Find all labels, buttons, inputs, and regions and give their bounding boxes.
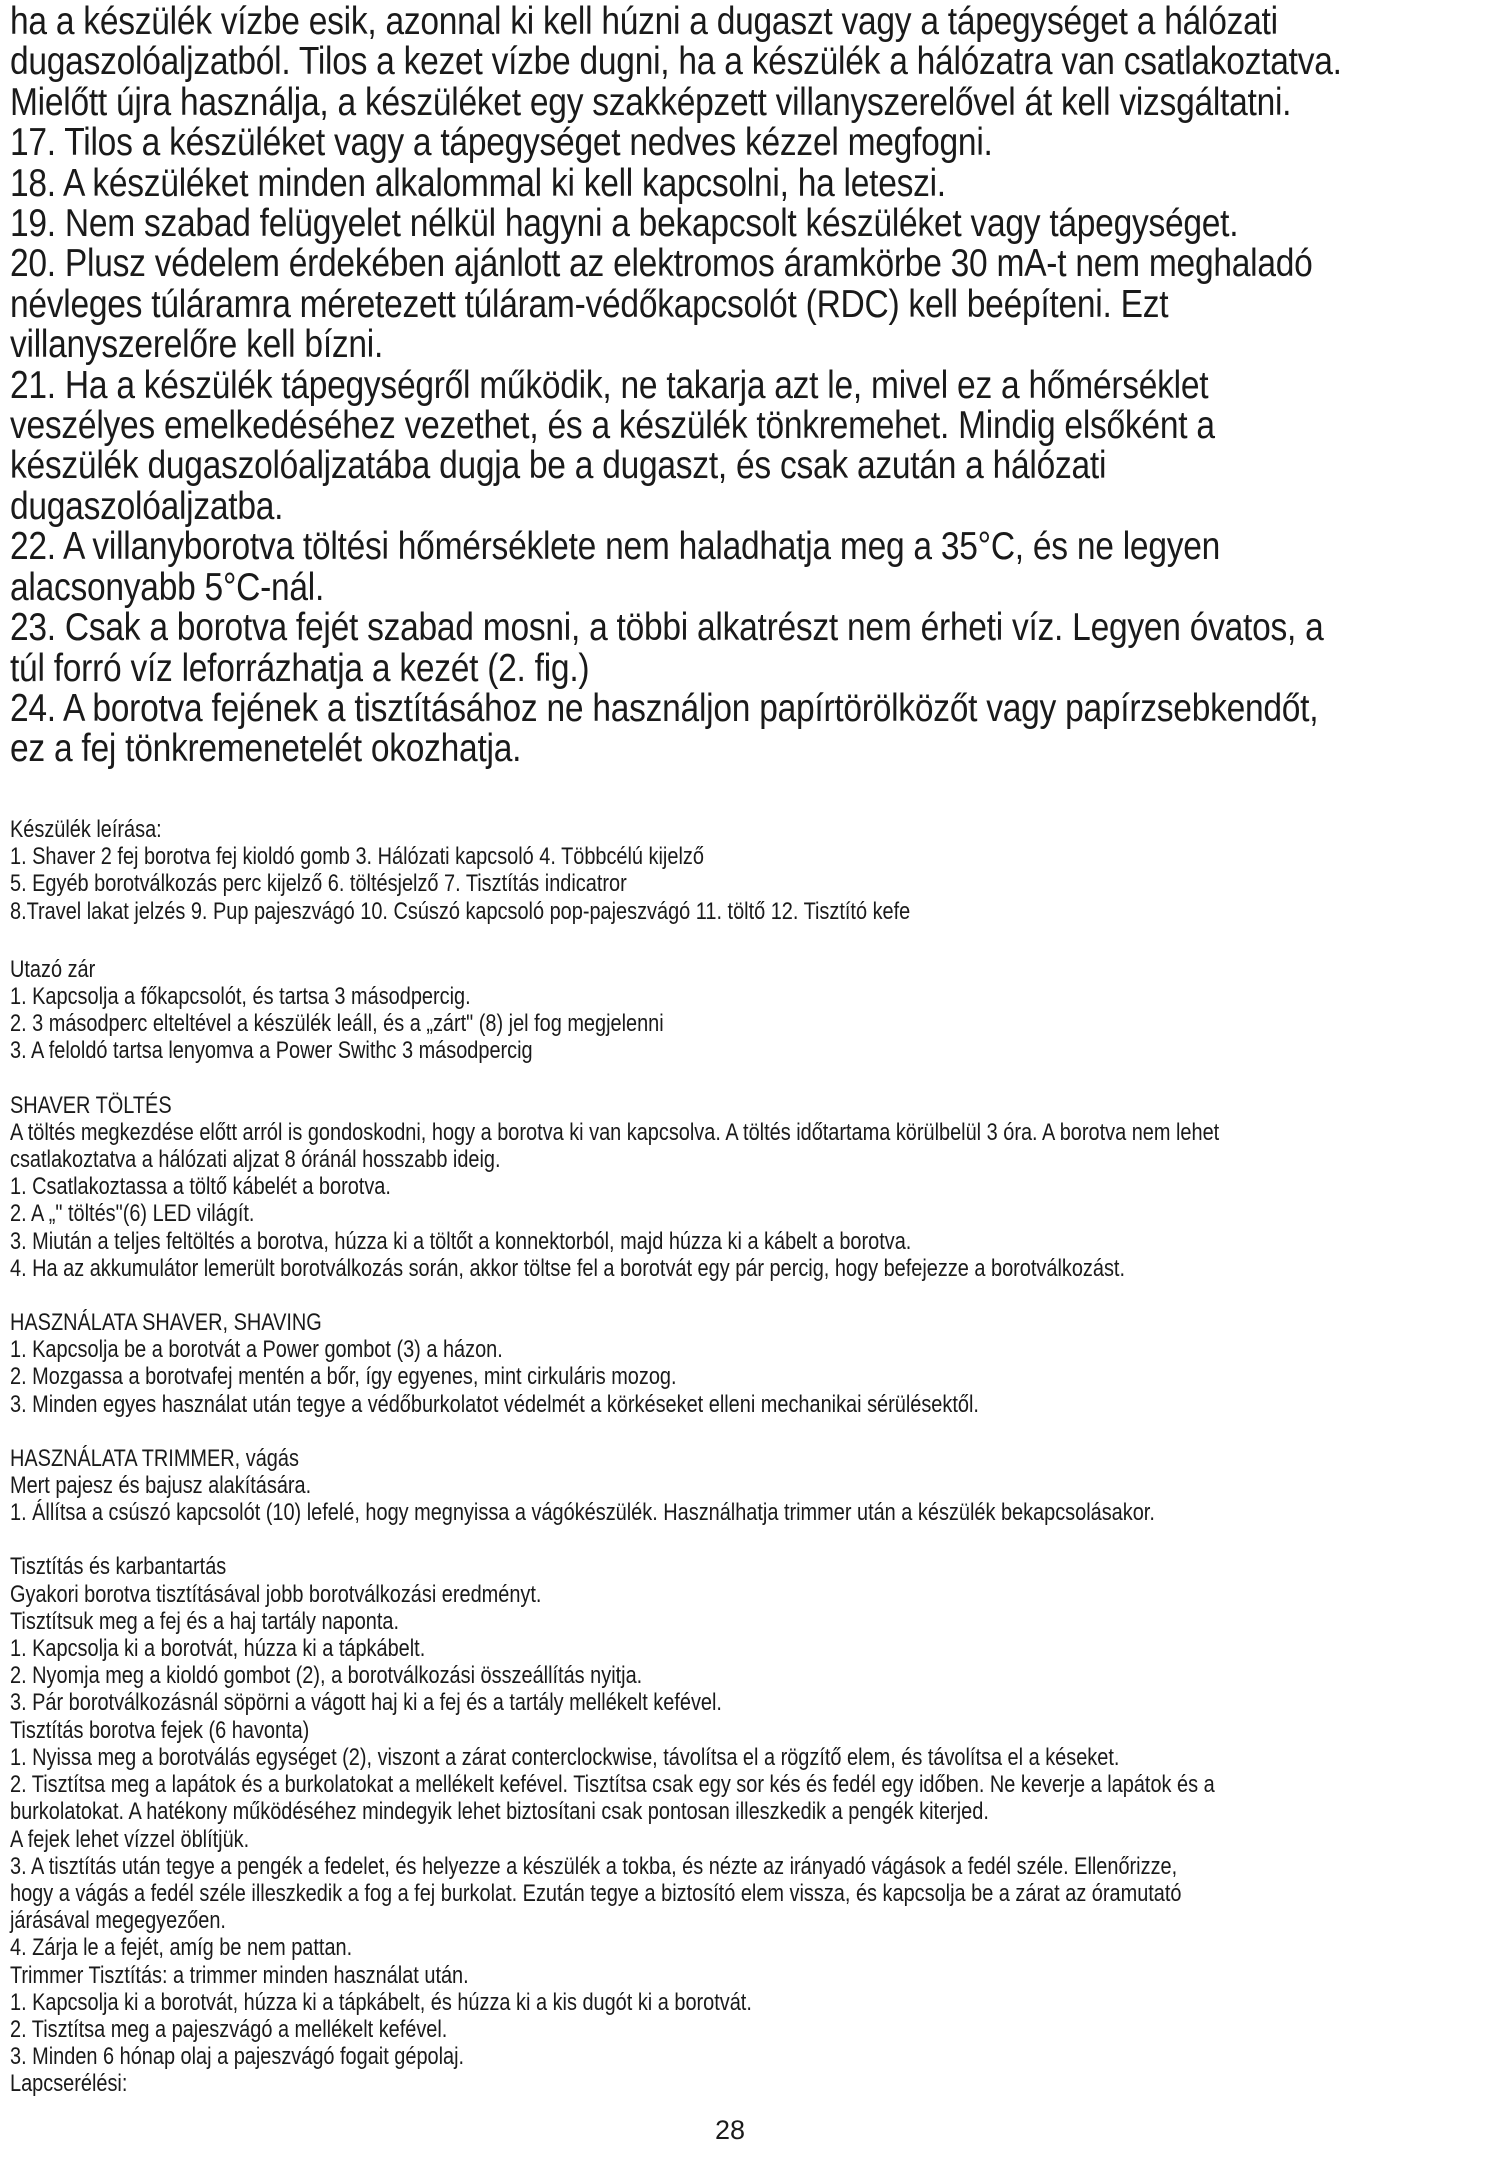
text-line: Lapcserélési: [10,2070,128,2098]
text-line: 2. Tisztítsa meg a pajeszvágó a mellékelt kefével. [10,2015,448,2043]
safety-line: villanyszerelőre kell bízni. [10,323,384,367]
safety-line: 20. Plusz védelem érdekében ajánlott az elektromos áramkörbe 30 mA-t nem meghaladó [10,242,1313,286]
text-line: 2. A „" töltés"(6) LED világít. [10,1200,255,1228]
text-line: 1. Kapcsolja ki a borotvát, húzza ki a tápkábelt. [10,1635,426,1663]
safety-line: 22. A villanyborotva töltési hőmérséklete nem haladhatja meg a 35°C, és ne legyen [10,525,1221,569]
safety-line: 17. Tilos a készüléket vagy a tápegységet nedves kézzel megfogni. [10,121,993,165]
charging-section [10,1092,1480,1282]
text-line: 1. Nyissa meg a borotválás egységet (2), viszont a zárat conterclockwise, távolítsa el a rögzítő elem, és távolítsa el a késeket. [10,1743,1120,1771]
safety-instructions [10,2,1480,770]
shaving-section [10,1309,1480,1418]
text-line: 3. Miután a teljes feltöltés a borotva, húzza ki a töltőt a konnektorból, majd húzza ki a kábelt a borotva. [10,1227,912,1255]
cleaning-section [10,1553,1480,2097]
text-line: A fejek lehet vízzel öblítjük. [10,1825,250,1853]
text-line: 2. Tisztítsa meg a lapátok és a burkolatokat a mellékelt kefével. Tisztítsa csak egy sor kés és fedél egy időben. Ne keverje a lapátok és a [10,1771,1215,1799]
text-line: Trimmer Tisztítás: a trimmer minden használat után. [10,1961,469,1989]
safety-line: túl forró víz leforrázhatja a kezét (2. fig.) [10,646,590,690]
text-line: hogy a vágás a fedél széle illeszkedik a fog a fej burkolat. Ezután tegye a biztosító elem vissza, és kapcsolja be a zárat az óramutató [10,1879,1182,1907]
section-heading: HASZNÁLATA TRIMMER, vágás [10,1444,299,1472]
safety-line: Mielőtt újra használja, a készüléket egy szakképzett villanyszerelővel át kell vizsgáltatni. [10,80,1292,124]
text-line: 3. Minden egyes használat után tegye a védőburkolatot védelmét a körkéseket elleni mechanikai sérülésektől. [10,1390,979,1418]
text-line: 3. Pár borotválkozásnál söpörni a vágott haj ki a fej és a tartály mellékelt kefével. [10,1689,722,1717]
text-line: 8.Travel lakat jelzés 9. Pup pajeszvágó 10. Csúszó kapcsoló pop-pajeszvágó 11. töltő 12. Tisztító kefe [10,897,911,925]
text-line: A töltés megkezdése előtt arról is gondoskodni, hogy a borotva ki van kapcsolva. A töltés időtartama körülbelül 3 óra. A borotva nem lehet [10,1118,1220,1146]
section-heading: Utazó zár [10,955,96,983]
text-line: Gyakori borotva tisztításával jobb borotválkozási eredményt. [10,1580,542,1608]
text-line: 2. 3 másodperc elteltével a készülék leáll, és a „zárt" (8) jel fog megjelenni [10,1010,664,1038]
safety-line: dugaszolóaljzatba. [10,484,284,528]
safety-line: ez a fej tönkremenetelét okozhatja. [10,727,522,771]
text-line: 2. Nyomja meg a kioldó gombot (2), a borotválkozási összeállítás nyitja. [10,1662,643,1690]
text-line: 3. A feloldó tartsa lenyomva a Power Swithc 3 másodpercig [10,1037,533,1065]
text-line: 3. Minden 6 hónap olaj a pajeszvágó fogait gépolaj. [10,2043,465,2071]
safety-line: 24. A borotva fejének a tisztításához ne használjon papírtörölközőt vagy papírzsebkendőt, [10,686,1319,730]
safety-line: alacsonyabb 5°C-nál. [10,565,325,609]
trimmer-section [10,1445,1480,1527]
text-line: Tisztítás borotva fejek (6 havonta) [10,1716,310,1744]
text-line: 3. A tisztítás után tegye a pengék a fedelet, és helyezze a készülék a tokba, és nézte az irányadó vágások a fedél széle. Ellenőrizze, [10,1852,1178,1880]
text-line: 1. Kapcsolja a főkapcsolót, és tartsa 3 másodpercig. [10,983,471,1011]
text-line: 1. Kapcsolja be a borotvát a Power gombot (3) a házon. [10,1336,503,1364]
safety-line: 21. Ha a készülék tápegységről működik, ne takarja azt le, mivel ez a hőmérséklet [10,363,1209,407]
section-heading: HASZNÁLATA SHAVER, SHAVING [10,1309,322,1337]
text-line: 2. Mozgassa a borotvafej mentén a bőr, így egyenes, mint cirkuláris mozog. [10,1363,677,1391]
section-heading: Tisztítás és karbantartás [10,1553,227,1581]
safety-line: dugaszolóaljzatból. Tilos a kezet vízbe dugni, ha a készülék a hálózatra van csatlakoztatva. [10,40,1342,84]
text-line: burkolatokat. A hatékony működéséhez mindegyik lehet biztosítani csak pontosan illeszkedik a pengék kiterjed. [10,1798,989,1826]
travel-lock-section [10,956,1480,1065]
text-line: 1. Kapcsolja ki a borotvát, húzza ki a tápkábelt, és húzza ki a kis dugót ki a borotvát. [10,1988,752,2016]
text-line: Tisztítsuk meg a fej és a haj tartály naponta. [10,1607,400,1635]
safety-line: veszélyes emelkedéséhez vezethet, és a készülék tönkremehet. Mindig elsőként a [10,404,1215,448]
text-line: 5. Egyéb borotválkozás perc kijelző 6. töltésjelző 7. Tisztítás indicatror [10,870,627,898]
operating-instructions [10,816,1480,2098]
text-line: 4. Zárja le a fejét, amíg be nem pattan. [10,1934,353,1962]
safety-line: ha a készülék vízbe esik, azonnal ki kell húzni a dugaszt vagy a tápegységet a hálózati [10,0,1278,43]
safety-line: 18. A készüléket minden alkalommal ki kell kapcsolni, ha leteszi. [10,161,946,205]
text-line: 1. Shaver 2 fej borotva fej kioldó gomb 3. Hálózati kapcsoló 4. Többcélú kijelző [10,843,704,871]
text-line: járásával megegyezően. [10,1907,226,1935]
section-heading: SHAVER TÖLTÉS [10,1091,172,1119]
safety-line: 23. Csak a borotva fejét szabad mosni, a többi alkatrészt nem érheti víz. Legyen óvatos, a [10,606,1324,650]
safety-line: névleges túláramra méretezett túláram-védőkapcsolót (RDC) kell beépíteni. Ezt [10,282,1169,326]
section-heading: Készülék leírása: [10,816,162,843]
safety-line: 19. Nem szabad felügyelet nélkül hagyni a bekapcsolt készüléket vagy tápegységet. [10,202,1239,246]
manual-page [10,0,1480,2161]
text-line: 1. Állítsa a csúszó kapcsolót (10) lefelé, hogy megnyissa a vágókészülék. Használhatja trimmer után a készülék bekapcsolásakor. [10,1499,1155,1527]
page-number: 28 [714,2115,746,2145]
text-line: Mert pajesz és bajusz alakítására. [10,1472,312,1500]
device-description-section [10,816,1480,925]
text-line: 1. Csatlakoztassa a töltő kábelét a borotva. [10,1173,391,1201]
text-line: 4. Ha az akkumulátor lemerült borotválkozás során, akkor töltse fel a borotvát egy pár percig, hogy befejezze a borotválkozást. [10,1254,1125,1282]
safety-line: készülék dugaszolóaljzatába dugja be a dugaszt, és csak azután a hálózati [10,444,1107,488]
text-line: csatlakoztatva a hálózati aljzat 8 óránál hosszabb ideig. [10,1146,501,1174]
